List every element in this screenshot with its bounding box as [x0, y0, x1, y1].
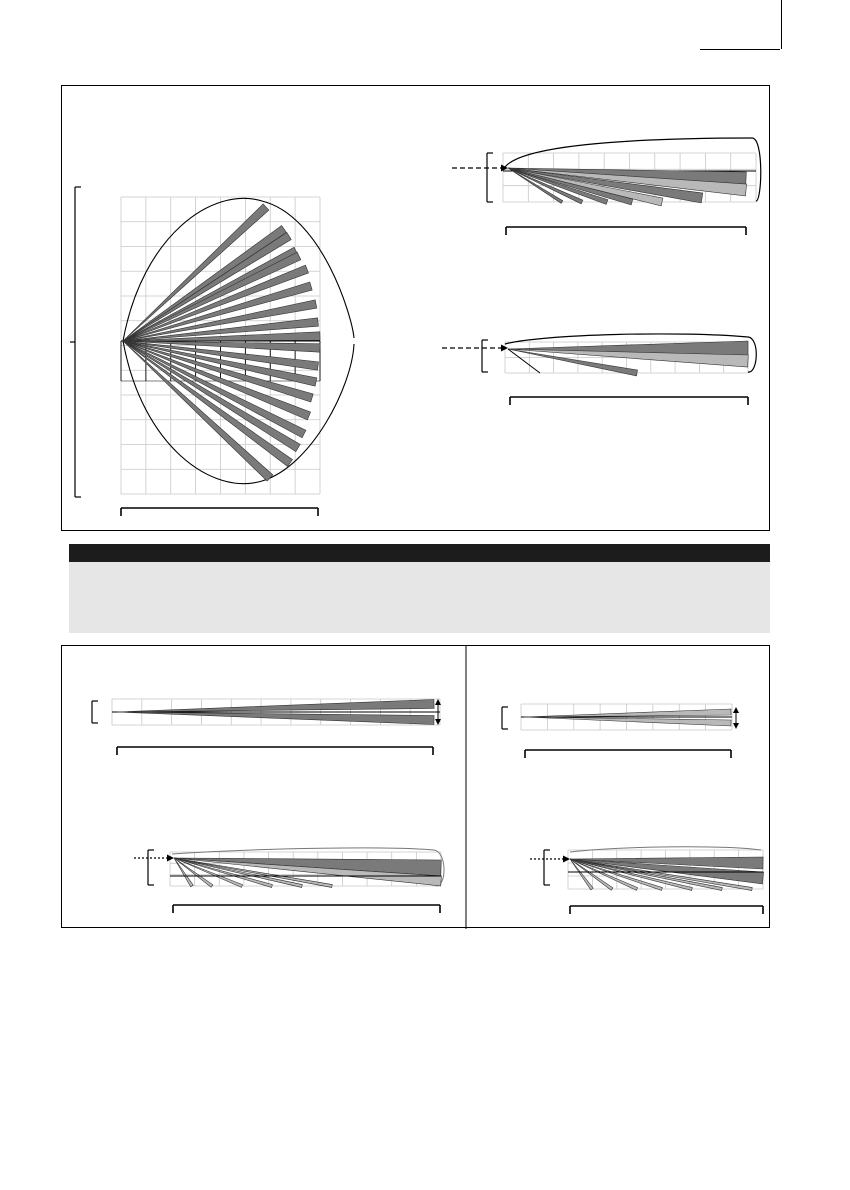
barrier-beam-lower: [524, 717, 731, 726]
arrow-head: [733, 707, 739, 713]
note-text: [69, 562, 770, 574]
barrier-side-range-dimension: [570, 906, 763, 914]
top-view-diagram: [62, 86, 771, 532]
arrow-head: [501, 345, 508, 352]
side-view-long-sensor-arrow: [442, 345, 508, 352]
section-header-band: [69, 544, 770, 562]
side-view-long: [442, 334, 756, 405]
side-view-long-height-dimension: [482, 340, 488, 372]
arrow-head: [733, 723, 739, 729]
top-view-width-dimension: [70, 187, 81, 497]
side-view-sensor-arrow: [452, 165, 508, 172]
arrow-head: [563, 856, 570, 863]
top-view-range-dimension: [121, 508, 318, 516]
note-box: [69, 562, 770, 633]
side-view-full: [452, 138, 761, 235]
side-view-height-dimension: [487, 153, 493, 202]
curtain-side-range-dimension: [173, 905, 440, 913]
barrier-top-width-dimension: [502, 707, 508, 729]
barrier-beam-upper: [524, 709, 731, 717]
curtain-top-range-dimension: [117, 747, 433, 755]
coverage-panel-bottom: [61, 645, 770, 928]
barrier-side-sensor-arrow: [530, 856, 570, 863]
side-view-range-dimension: [506, 227, 746, 235]
trim-mark-top-vertical: [781, 0, 782, 49]
barrier-side-height-dimension: [544, 850, 550, 885]
curtain-top-width-dimension: [92, 701, 98, 723]
top-view-beam-fan: [123, 204, 320, 481]
curtain-beam-upper: [117, 700, 434, 712]
side-view-long-range-dimension: [510, 397, 748, 405]
curtain-side-sensor-arrow: [134, 855, 174, 862]
coverage-panel-top: [61, 85, 770, 531]
trim-mark-top-horizontal: [700, 49, 780, 50]
curtain-side-view: [134, 848, 444, 913]
barrier-side-view: [530, 847, 764, 914]
curtain-side-height-dimension: [148, 850, 154, 885]
barrier-top-range-dimension: [525, 750, 731, 758]
arrow-head: [167, 855, 174, 862]
curtain-top-view: [92, 699, 441, 755]
curtain-beam-lower: [117, 712, 434, 724]
section-header-text: [69, 546, 75, 560]
barrier-top-view: [502, 704, 739, 758]
bottom-diagrams: [62, 646, 771, 929]
